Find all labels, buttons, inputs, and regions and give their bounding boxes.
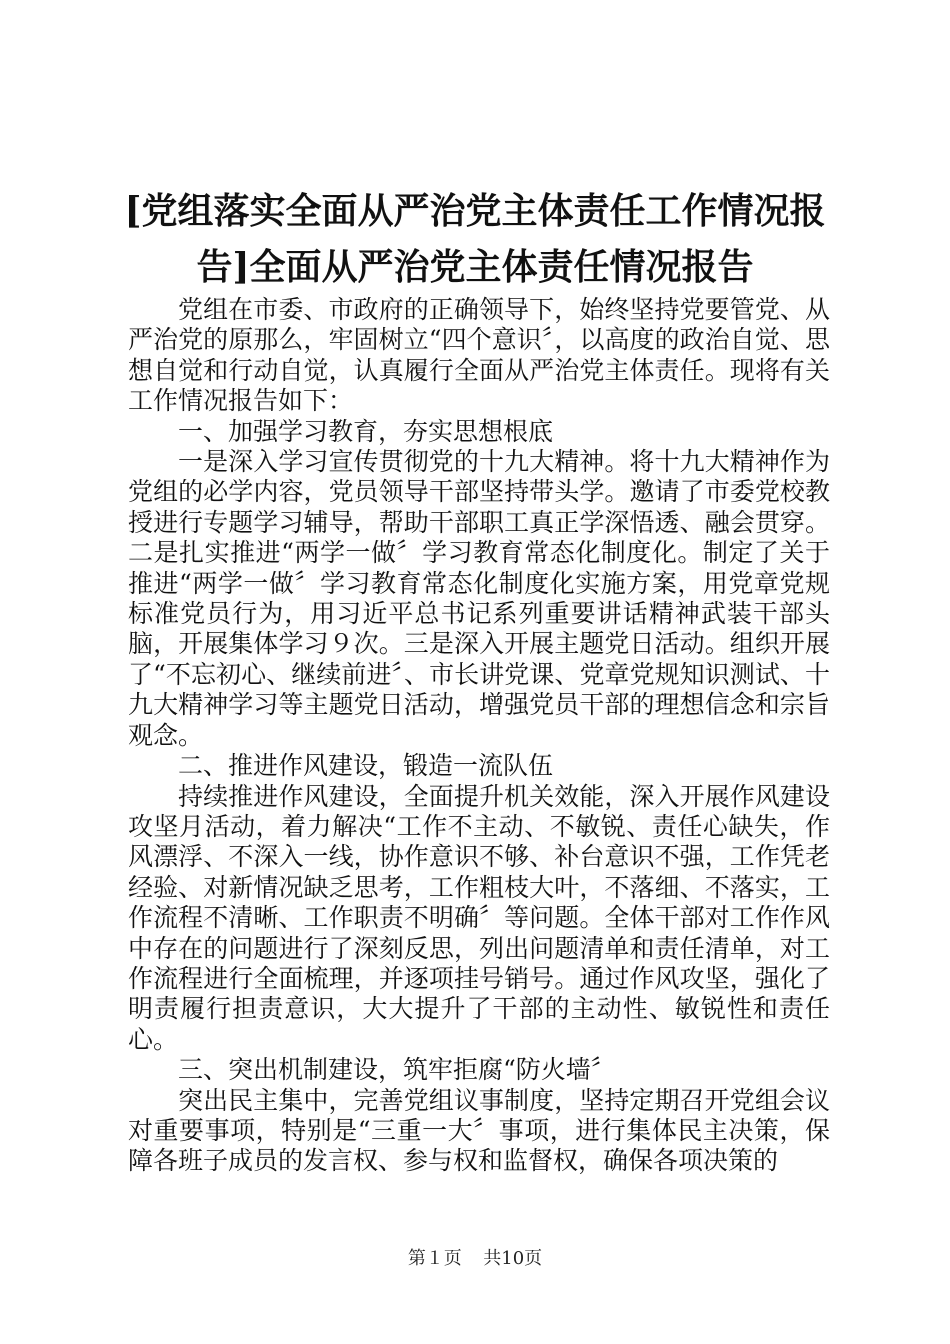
intro-paragraph: 党组在市委、市政府的正确领导下，始终坚持党要管党、从严治党的原那么，牢固树立“四个意识〞，以高度的政治自觉、思想自觉和行动自觉，认真履行全面从严治党主体责任。现将有关工作情况报告如下： xyxy=(128,295,830,416)
document-body xyxy=(128,295,830,1177)
body-paragraph: 一是深入学习宣传贯彻党的十九大精神。将十九大精神作为党组的必学内容，党员领导干部坚持带头学。邀请了市委党校教授进行专题学习辅导，帮助干部职工真正学深悟透、融会贯穿。二是扎实推进“两学一做〞学习教育常态化制度化。制定了关于推进“两学一做〞学习教育常态化制度化实施方案，用党章党规标准党员行为，用习近平总书记系列重要讲话精神武装干部头脑，开展集体学习９次。三是深入开展主题党日活动。组织开展了“不忘初心、继续前进〞、市长讲党课、党章党规知识测试、十九大精神学习等主题党日活动，增强党员干部的理想信念和宗旨观念。 xyxy=(128,447,830,750)
page-number: 第１页 xyxy=(407,1248,462,1269)
document-title: [党组落实全面从严治党主体责任工作情况报告]全面从严治党主体责任情况报告 xyxy=(124,190,826,288)
page-total: 共10页 xyxy=(483,1248,543,1269)
section-heading: 二、推进作风建设，锻造一流队伍 xyxy=(178,751,554,781)
body-paragraph: 持续推进作风建设，全面提升机关效能，深入开展作风建设攻坚月活动，着力解决“工作不主动、不敏锐、责任心缺失，作风漂浮、不深入一线，协作意识不够、补台意识不强，工作凭老经验、对新情况缺乏思考，工作粗枝大叶，不落细、不落实，工作流程不清晰、工作职责不明确〞等问题。全体干部对工作作风中存在的问题进行了深刻反思，列出问题清单和责任清单，对工作流程进行全面梳理，并逐项挂号销号。通过作风攻坚，强化了明责履行担责意识，大大提升了干部的主动性、敏锐性和责任心。 xyxy=(128,781,830,1054)
section-heading: 一、加强学习教育，夯实思想根底 xyxy=(178,416,554,446)
page-footer xyxy=(0,1244,950,1270)
section-heading: 三、突出机制建设，筑牢拒腐“防火墙〞 xyxy=(178,1055,616,1085)
body-paragraph: 突出民主集中，完善党组议事制度，坚持定期召开党组会议对重要事项，特别是“三重一大〞事项，进行集体民主决策，保障各班子成员的发言权、参与权和监督权，确保各项决策的 xyxy=(128,1085,830,1176)
